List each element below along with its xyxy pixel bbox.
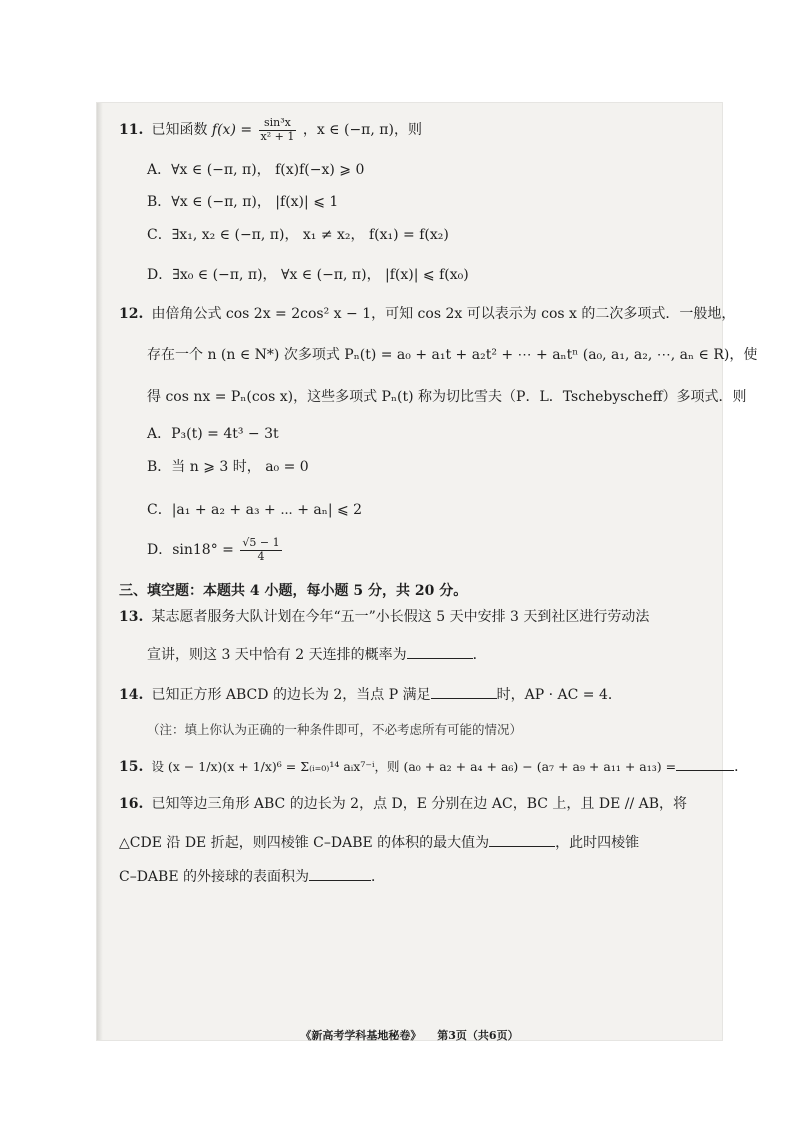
fraction-denominator: 4: [257, 549, 265, 563]
question-text: 时，AP · AC = 4．: [496, 687, 622, 703]
question-text: △CDE 沿 DE 折起，则四棱锥 C–DABE 的体积的最大值为: [119, 835, 490, 851]
footer-page-number: 第3页（共6页）: [437, 1029, 519, 1042]
question-text-line: 由倍角公式 cos 2x = 2cos² x − 1，可知 cos 2x 可以表示为 cos x 的二次多项式．一般地，: [151, 306, 736, 322]
question-text: C–DABE 的外接球的表面积为: [119, 869, 310, 885]
option-b: B．∀x ∈ (−π, π)， |f(x)| ⩽ 1: [147, 194, 339, 210]
page-footer: [97, 1027, 722, 1043]
question-text: ．: [472, 647, 487, 663]
fraction-numerator: sin³x: [259, 117, 297, 131]
question-text-line: 存在一个 n (n ∈ N*) 次多项式 Pₙ(t) = a₀ + a₁t + a₂t² + ⋯ + aₙtⁿ (a₀, a₁, a₂, ⋯, aₙ ∈ R)，使: [147, 347, 758, 363]
question-number: 15.: [119, 759, 144, 775]
option-d-fraction: [240, 537, 281, 563]
answer-blank: [309, 868, 371, 881]
answer-blank: [407, 646, 473, 659]
question-text: ，此时四棱锥: [555, 835, 640, 851]
question-14: [119, 686, 622, 702]
question-text: 宣讲，则这 3 天中恰有 2 天连排的概率为: [147, 647, 407, 663]
exam-page: [97, 103, 758, 1042]
option-b: B．当 n ⩾ 3 时， a₀ = 0: [147, 459, 309, 475]
fraction-numerator: √5 − 1: [242, 536, 280, 549]
fraction-denominator: x² + 1: [260, 129, 295, 143]
question-text: ．: [734, 759, 749, 775]
question-number: 13.: [119, 609, 144, 625]
function-lhs: f(x) =: [211, 122, 253, 139]
question-16: [119, 797, 687, 811]
question-text-line: [119, 834, 639, 850]
question-12: [119, 307, 735, 321]
option-d-prefix: D．sin18° =: [147, 542, 234, 559]
question-text-line: 已知等边三角形 ABC 的边长为 2，点 D，E 分别在边 AC，BC 上，且 DE // AB，将: [151, 796, 688, 812]
footer-book-title: 《新高考学科基地秘卷》: [300, 1029, 422, 1042]
answer-blank: [431, 686, 497, 699]
question-number: 11.: [119, 122, 144, 139]
question-text: ．: [371, 869, 386, 885]
question-13: [119, 610, 649, 624]
question-text-line: 某志愿者服务大队计划在今年“五一”小长假这 5 天中安排 3 天到社区进行劳动法: [151, 609, 650, 625]
option-d: D．∃x₀ ∈ (−π, π)， ∀x ∈ (−π, π)， |f(x)| ⩽ f(x₀): [147, 267, 469, 283]
answer-blank: [489, 834, 555, 847]
question-15: [119, 758, 748, 774]
section-heading: 三、填空题：本题共 4 小题，每小题 5 分，共 20 分。: [119, 583, 468, 599]
option-c: C．∃x₁, x₂ ∈ (−π, π)， x₁ ≠ x₂， f(x₁) = f(x₂): [147, 227, 449, 243]
function-fraction: [259, 117, 297, 143]
option-a: A．∀x ∈ (−π, π)， f(x)f(−x) ⩾ 0: [147, 162, 365, 178]
answer-blank: [676, 758, 734, 771]
question-note: （注：填上你认为正确的一种条件即可，不必考虑所有可能的情况）: [147, 722, 523, 737]
question-stem: 已知函数: [151, 122, 208, 139]
option-c: C．|a₁ + a₂ + a₃ + ⋯ + aₙ| ⩽ 2: [147, 502, 363, 518]
question-number: 14.: [119, 687, 144, 703]
question-text-line: [147, 644, 487, 664]
question-text: 已知正方形 ABCD 的边长为 2，当点 P 满足: [151, 687, 431, 703]
question-number: 12.: [119, 306, 144, 322]
question-text: 设 (x − 1/x)(x + 1/x)⁶ = Σ₍ᵢ₌₀₎¹⁴ aᵢx⁷⁻ⁱ，则 (a₀ + a₂ + a₄ + a₆) − (a₇ + a₉ + a₁₁ + a₁₃) =: [151, 759, 677, 774]
question-text-line: 得 cos nx = Pₙ(cos x)，这些多项式 Pₙ(t) 称为切比雪夫（P．L．Tschebyscheff）多项式．则: [147, 389, 747, 405]
option-d: [147, 537, 284, 563]
question-11: [119, 117, 422, 143]
question-text-line: [119, 868, 385, 884]
option-a: A．P₃(t) = 4t³ − 3t: [147, 426, 279, 442]
question-number: 16.: [119, 796, 144, 812]
question-stem-suffix: ，x ∈ (−π, π)，则: [302, 122, 422, 139]
